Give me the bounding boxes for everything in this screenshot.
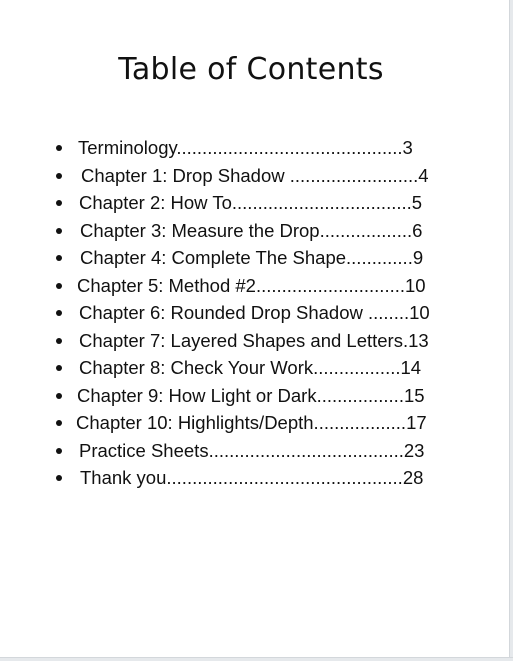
bullet-icon <box>56 200 62 206</box>
bullet-icon <box>56 448 62 454</box>
toc-entry-text: Chapter 3: Measure the Drop..................6 <box>80 219 423 241</box>
bullet-icon <box>56 173 62 179</box>
toc-entry-text: Practice Sheets......................................23 <box>79 439 425 461</box>
bullet-icon <box>56 283 62 289</box>
toc-entry-text: Chapter 10: Highlights/Depth..................17 <box>76 412 427 433</box>
bullet-icon <box>56 475 62 481</box>
bullet-icon <box>56 338 62 344</box>
bullet-icon <box>56 365 62 371</box>
toc-entry-text: Chapter 9: How Light or Dark.................15 <box>77 384 425 406</box>
toc-entry-text: Thank you..............................................28 <box>80 467 424 488</box>
page-bottom-edge <box>0 657 513 661</box>
toc-entry-text: Chapter 5: Method #2.............................10 <box>77 274 426 296</box>
bullet-icon <box>56 228 62 234</box>
bullet-icon <box>56 145 62 151</box>
bullet-icon <box>56 310 62 316</box>
toc-entry-text: Chapter 7: Layered Shapes and Letters.13 <box>79 329 429 351</box>
toc-entry-text: Chapter 2: How To...................................5 <box>79 192 423 213</box>
toc-entry-text: Chapter 8: Check Your Work.................14 <box>79 357 422 378</box>
page-title: Table of Contents <box>118 52 384 87</box>
toc-entry-text: Terminology............................................3 <box>78 137 413 158</box>
toc-entry-text: Chapter 1: Drop Shadow .........................4 <box>81 164 429 186</box>
toc-entry-text: Chapter 6: Rounded Drop Shadow ........10 <box>79 302 430 323</box>
page-right-edge <box>509 0 513 661</box>
bullet-icon <box>56 420 62 426</box>
toc-entry-text: Chapter 4: Complete The Shape.............9 <box>80 247 424 268</box>
bullet-icon <box>56 393 62 399</box>
bullet-icon <box>56 255 62 261</box>
